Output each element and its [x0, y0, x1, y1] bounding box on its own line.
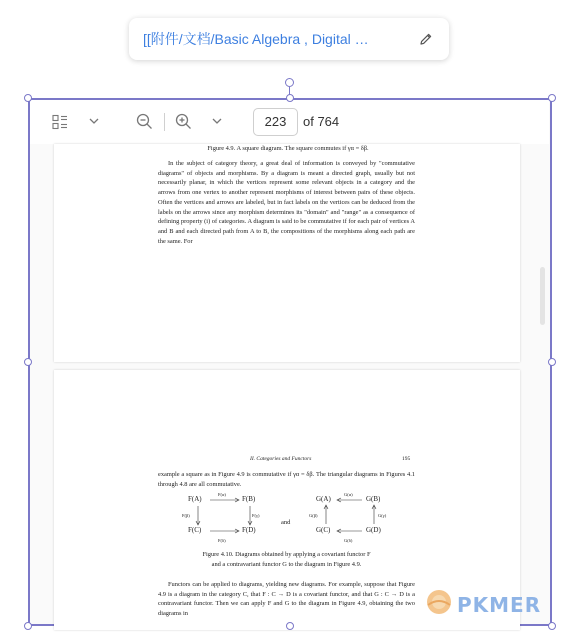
- scrollbar[interactable]: [540, 267, 545, 325]
- figure-caption: and a contravariant functor G to the diagram in Figure 4.9.: [211, 561, 362, 568]
- rotate-handle[interactable]: [285, 78, 294, 87]
- zoom-in-icon[interactable]: [175, 113, 192, 130]
- resize-handle-nw[interactable]: [24, 94, 32, 102]
- zoom-out-icon[interactable]: [136, 113, 153, 130]
- running-header: II. Categories and Functors: [250, 456, 312, 462]
- node-fd: F(D): [242, 526, 256, 534]
- arrow-label: G(δ): [344, 538, 353, 543]
- pkmer-watermark: [426, 589, 541, 620]
- arrow-label: F(β): [182, 513, 190, 518]
- arrow-label: F(α): [218, 492, 226, 497]
- resize-handle-ne[interactable]: [548, 94, 556, 102]
- figure-caption: Figure 4.9. A square diagram. The square commutes if γα = δβ.: [207, 145, 369, 152]
- pdf-toolbar: [30, 100, 549, 144]
- node-ga: G(A): [316, 495, 331, 503]
- embed-frame[interactable]: [28, 98, 552, 626]
- pdf-paragraph: Functors can be applied to diagrams, yielding new diagrams. For example, suppose that Figure 4.9 is a diagram in the category C, that F : C → D is a covariant functor, and that G : C → D is a contravariant functor. Then we can apply F and G to the diagram in Figure 4.9, obtaining the two diagrams in: [158, 581, 415, 618]
- figure-caption: Figure 4.10. Diagrams obtained by applying a covariant functor F: [202, 551, 371, 558]
- pdf-paragraph: In the subject of category theory, a great deal of information is conveyed by "commutative diagrams" of objects and morphisms. By a diagram is meant a directed graph, usually but not necessarily planar, in which the vertices represent some relevant objects in a category and the arrows from one vertex to another represent morphisms of interest between pairs of these objects. Often the vertices and arrows are labeled, but in fact labels on the vertices can be deduced from the labels on the arrows since any morphism determines its "domain" and "range" as a consequence of defining property (i) of categories. A diagram is said to be commutative if for each pair of vertices A and B and each directed path from A to B, the compositions of the morphisms along each path are the same. For: [158, 160, 415, 245]
- node-gb: G(B): [366, 495, 381, 503]
- thumbnails-icon[interactable]: [52, 114, 68, 130]
- resize-handle-s[interactable]: [286, 622, 294, 630]
- node-fb: F(B): [242, 495, 256, 503]
- page-total: of 764: [303, 114, 340, 129]
- pencil-icon[interactable]: [417, 30, 435, 48]
- arrow-label: G(α): [344, 492, 353, 497]
- resize-handle-w[interactable]: [24, 358, 32, 366]
- chevron-down-icon[interactable]: [88, 116, 100, 126]
- pkmer-logo-icon: [426, 589, 452, 620]
- pdf-paragraph: example a square as in Figure 4.9 is commutative if γα = δβ. The triangular diagrams in Figures 4.1 through 4.8 are all commutative.: [158, 471, 415, 488]
- link-card[interactable]: [129, 18, 449, 60]
- zoom-chevron-down-icon[interactable]: [211, 116, 223, 126]
- resize-handle-se[interactable]: [548, 622, 556, 630]
- commutative-diagram-right: [309, 492, 400, 543]
- arrow-label: G(β): [309, 513, 318, 518]
- page-number-input[interactable]: 223: [253, 108, 298, 136]
- pdf-page: [54, 144, 520, 362]
- diagram-arrows: [182, 492, 272, 542]
- page-number: 195: [402, 456, 411, 462]
- node-gc: G(C): [316, 526, 331, 534]
- pkmer-text: PKMER: [457, 592, 542, 617]
- node-fc: F(C): [188, 526, 202, 534]
- node-fa: F(A): [188, 495, 202, 503]
- resize-handle-e[interactable]: [548, 358, 556, 366]
- arrow-label: F(δ): [218, 538, 226, 543]
- link-text[interactable]: [[附件/文档/Basic Algebra , Digital …: [143, 31, 369, 47]
- diagram-arrows: [310, 492, 400, 542]
- arrow-label: G(γ): [378, 513, 387, 518]
- toolbar-divider: [164, 113, 165, 131]
- resize-handle-n[interactable]: [286, 94, 294, 102]
- and-label: and: [281, 519, 291, 526]
- arrow-label: F(γ): [252, 513, 260, 518]
- commutative-diagram-left: [182, 492, 272, 543]
- node-gd: G(D): [366, 526, 381, 534]
- resize-handle-sw[interactable]: [24, 622, 32, 630]
